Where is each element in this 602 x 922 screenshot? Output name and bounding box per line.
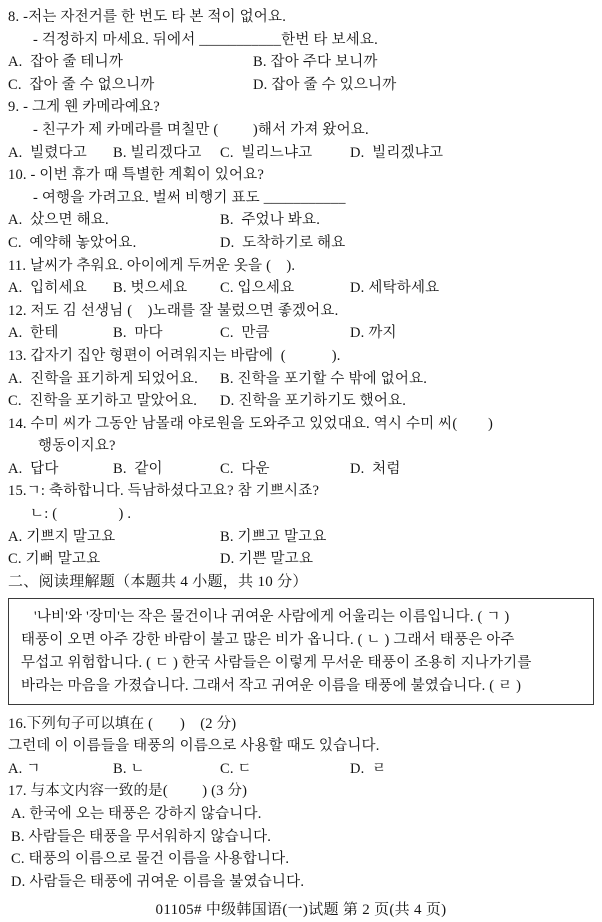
- question-line: 12. 저도 김 선생님 ( )노래를 잘 불렀으면 좋겠어요.: [8, 302, 339, 319]
- passage-line: '나비'와 '장미'는 작은 물건이나 귀여운 사람에게 어울리는 이름입니다. ( ㄱ ): [34, 609, 510, 626]
- question-line: 9. - 그게 웬 카메라예요?: [8, 99, 160, 116]
- option-row: [8, 758, 594, 781]
- question-12: [8, 300, 594, 345]
- option-c: C. 기뻐 말고요: [8, 551, 101, 568]
- option-d: D. 까지: [350, 325, 397, 342]
- option-b: B. 기쁘고 말고요: [220, 528, 327, 545]
- option-b: B. 마다: [113, 325, 163, 342]
- question-8: [8, 6, 594, 96]
- option-d: D. 잡아 줄 수 있으니까: [253, 76, 397, 93]
- option-c: C. 빌리느냐고: [220, 144, 313, 161]
- question-line: - 친구가 제 카메라를 며칠만 ( )해서 가져 왔어요.: [33, 121, 369, 138]
- option-row: [8, 232, 594, 255]
- question-15: [8, 480, 594, 570]
- reading-passage-box: [8, 598, 594, 704]
- option-row: [8, 548, 594, 571]
- option-a: A. 답다: [8, 460, 59, 477]
- option-row: [8, 458, 594, 481]
- option-row: [8, 142, 594, 165]
- option-b: B. 빌리겠다고: [113, 144, 202, 161]
- page-footer: 01105# 中级韩国语(一)试题 第 2 页(共 4 页): [155, 902, 447, 919]
- option-a: A. 한국에 오는 태풍은 강하지 않습니다.: [11, 806, 262, 822]
- question-line: 8. -저는 자전거를 한 번도 타 본 적이 없어요.: [8, 9, 287, 25]
- question-10: [8, 164, 594, 254]
- question-line: 행동이지요?: [38, 438, 116, 455]
- option-a: A. ㄱ: [8, 760, 41, 777]
- question-16: [8, 713, 594, 781]
- question-line: - 여행을 가려고요. 벌써 비행기 표도 ___________: [33, 189, 346, 206]
- option-row: [8, 74, 594, 97]
- option-row: [8, 322, 594, 345]
- option-row: [8, 51, 594, 74]
- question-line: 16.下列句子可以填在 ( ) (2 分): [8, 715, 237, 732]
- option-a: A. 입히세요: [8, 280, 87, 297]
- option-b: B. ㄴ: [113, 760, 145, 777]
- option-b: B. 진학을 포기할 수 밖에 없어요.: [220, 370, 428, 387]
- option-b: B. 잡아 주다 보니까: [253, 54, 378, 71]
- passage-line: 바라는 마음을 가졌습니다. 그래서 작고 귀여운 이름을 태풍에 불였습니다. ( ㄹ ): [21, 677, 522, 694]
- option-c: C. 태풍의 이름으로 물건 이름을 사용합니다.: [11, 851, 290, 868]
- option-c: C. 잡아 줄 수 없으니까: [8, 76, 155, 93]
- question-13: [8, 345, 594, 413]
- question-line: 17. 与本文内容一致的是( ) (3 分): [8, 783, 248, 800]
- option-a: A. 잡아 줄 테니까: [8, 54, 124, 71]
- question-9: [8, 96, 594, 164]
- question-line: 14. 수미 씨가 그동안 남몰래 야로원을 도와주고 있었대요. 역시 수미 씨( ): [8, 415, 494, 432]
- option-d: D. 빌리겠냐고: [350, 144, 444, 161]
- option-a: A. 샀으면 해요.: [8, 212, 109, 229]
- option-c: C. 진학을 포기하고 말았어요.: [8, 393, 198, 410]
- option-c: C. 만큼: [220, 325, 270, 342]
- question-line: 그런데 이 이름들을 태풍의 이름으로 사용할 때도 있습니다.: [8, 738, 380, 755]
- option-row: [8, 209, 594, 232]
- option-b: B. 벗으세요: [113, 280, 188, 297]
- option-row: [8, 368, 594, 391]
- option-a: A. 빌렸다고: [8, 144, 87, 161]
- option-d: D. 도착하기로 해요: [220, 234, 346, 251]
- option-row: [8, 277, 594, 300]
- question-17: [8, 780, 594, 893]
- option-row: [8, 390, 594, 413]
- passage-line: 무섭고 위험합니다. ( ㄷ ) 한국 사람들은 이렇게 무서운 태풍이 조용히 지나가기를: [21, 655, 532, 672]
- option-b: B. 사람들은 태풍을 무서워하지 않습니다.: [11, 828, 272, 845]
- question-line: - 걱정하지 마세요. 뒤에서 ___________한번 타 보세요.: [33, 31, 378, 48]
- option-a: A. 한테: [8, 325, 59, 342]
- question-line: ㄴ: ( ) .: [30, 506, 132, 523]
- passage-line: 태풍이 오면 아주 강한 바람이 불고 많은 비가 옵니다. ( ㄴ ) 그래서 태풍은 아주: [21, 632, 515, 649]
- option-row: [8, 526, 594, 549]
- option-d: D. ㄹ: [350, 760, 387, 777]
- question-14: [8, 413, 594, 481]
- question-line: 10. - 이번 휴가 때 특별한 계획이 있어요?: [8, 167, 265, 184]
- question-11: [8, 255, 594, 300]
- option-a: A. 진학을 표기하게 되었어요.: [8, 370, 198, 387]
- option-c: C. 예약해 놓았어요.: [8, 234, 137, 251]
- option-d: D. 처럼: [350, 460, 401, 477]
- option-c: C. 입으세요: [220, 280, 295, 297]
- option-b: B. 주었나 봐요.: [220, 212, 321, 229]
- option-c: C. ㄷ: [220, 760, 252, 777]
- option-b: B. 같이: [113, 460, 163, 477]
- option-d: D. 세탁하세요: [350, 280, 440, 297]
- option-d: D. 진학을 포기하기도 했어요.: [220, 393, 407, 410]
- question-line: 11. 날씨가 추워요. 아이에게 두꺼운 옷을 ( ).: [8, 257, 296, 274]
- option-d: D. 사람들은 태풍에 귀여운 이름을 불였습니다.: [11, 873, 305, 890]
- option-c: C. 다운: [220, 460, 270, 477]
- question-line: 15.ㄱ: 축하합니다. 득남하셨다고요? 참 기쁘시죠?: [8, 483, 320, 500]
- section-title: 二、阅读理解题（本题共 4 小题，共 10 分）: [8, 573, 308, 590]
- question-line: 13. 갑자기 집안 형편이 어려워지는 바람에 ( ).: [8, 347, 341, 364]
- option-d: D. 기쁜 말고요: [220, 551, 314, 568]
- option-a: A. 기쁘지 말고요: [8, 528, 116, 545]
